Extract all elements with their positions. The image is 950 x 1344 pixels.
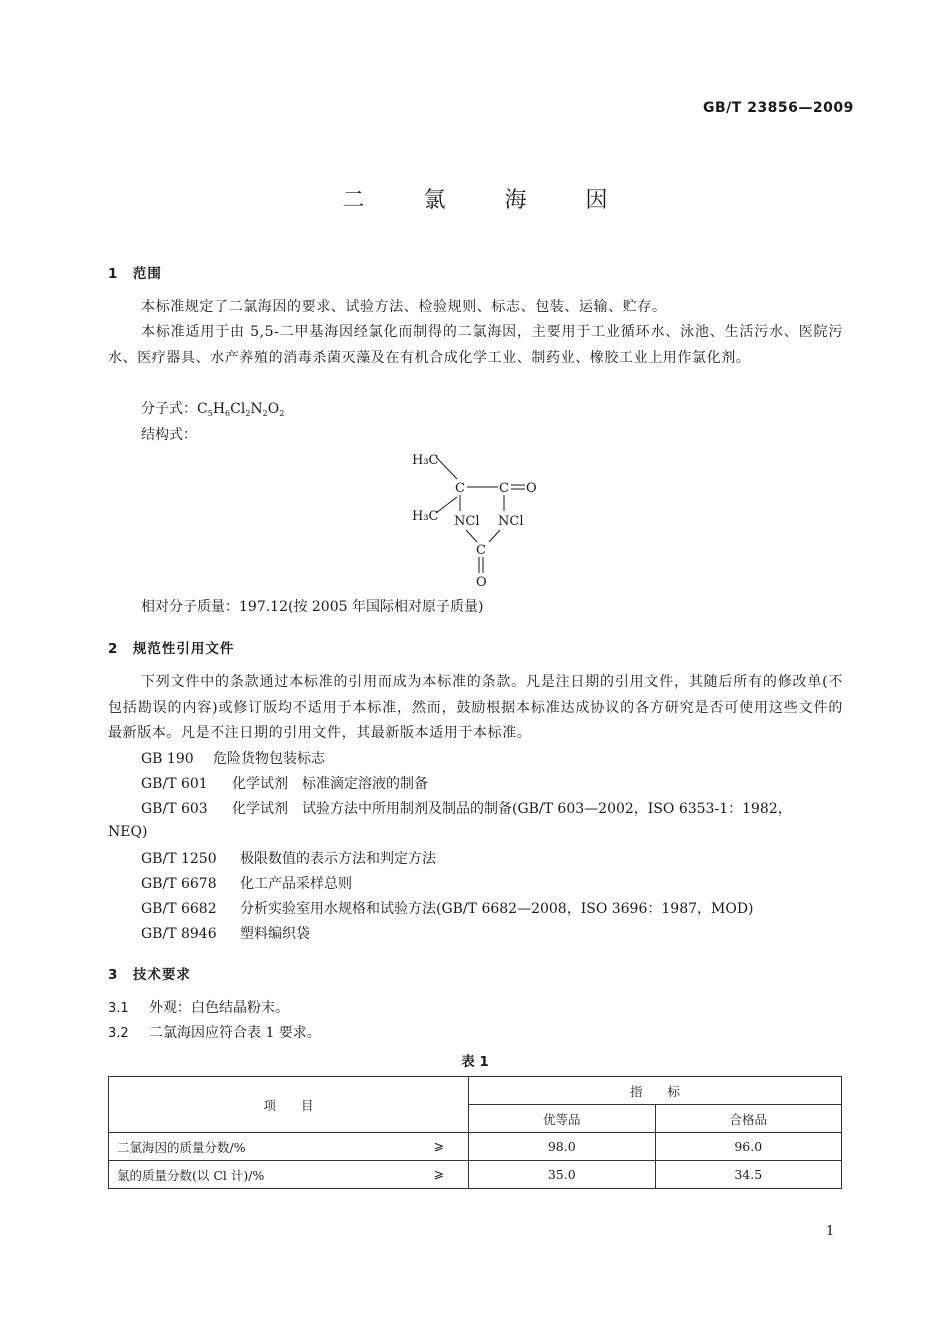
o-right-label: O [526,481,537,496]
clause-3-2-text: 二氯海因应符合表 1 要求。 [149,1025,321,1041]
reference-code: GB/T 6682 [141,901,217,917]
clause-3-2 [108,1021,321,1047]
standard-code: GB/T 23856—2009 [703,100,854,116]
reference-code: GB/T 6678 [141,876,217,892]
structure-label: 结构式： [141,427,197,443]
row-item [109,1161,469,1189]
reference-item [141,848,436,868]
clause-3-1-text: 外观：白色结晶粉末。 [149,1000,289,1016]
reference-item [141,773,428,793]
h3c-top-label: H₃C [412,453,439,468]
reference-code: GB 190 [141,751,194,767]
header-index: 指 标 [469,1077,842,1105]
reference-title: 化工产品采样总则 [240,876,352,892]
molecular-formula-value: $C_5H_6Cl_2N_2O_2$ [197,401,285,418]
section-2-para: 下列文件中的条款通过本标准的引用而成为本标准的条款。凡是注日期的引用文件，其随后所有的修改单(不包括勘误的内容)或修订版均不适用于本标准，然而，鼓励根据本标准达成协议的各方研究是否可使用这些文件的最新版本。凡是不注日期的引用文件，其最新版本适用于本标准。 [108,674,843,741]
reference-title: 塑料编织袋 [240,926,310,942]
spec-table [108,1076,842,1189]
row-superior-value: 35.0 [469,1161,656,1189]
reference-title: 极限数值的表示方法和判定方法 [240,851,436,867]
section-1-para-2: 本标准适用于由 5,5-二甲基海因经氯化而制得的二氯海因，主要用于工业循环水、泳池、生活污水、医院污水、医疗器具、水产养殖的消毒杀菌灭藻及在有机合成化学工业、制药业、橡胶工业上用作氯化剂。 [108,324,843,366]
c-bottom-label: C [476,543,486,558]
reference-code: GB/T 8946 [141,926,217,942]
reference-code: GB/T 603 [141,801,208,817]
section-3-heading: 3 技术要求 [108,967,191,983]
reference-title: 化学试剂 试验方法中所用制剂及制品的制备(GB/T 603—2002，ISO 6353-1：1982， [232,801,792,817]
row-operator: ⩾ [433,1137,444,1153]
bond-h3c-bottom [436,497,457,513]
table-caption: 表 1 [461,1054,489,1070]
row-item [109,1133,469,1161]
table-row [109,1161,842,1189]
clause-3-1 [108,996,289,1022]
page-number: 1 [826,1224,835,1239]
c-right-label: C [499,481,509,496]
row-item-label: 氯的质量分数(以 Cl 计)/% [117,1167,265,1183]
reference-item [141,748,325,768]
header-qualified: 合格品 [655,1105,842,1133]
h3c-bottom-label: H₃C [412,509,439,524]
reference-item [141,798,792,818]
structural-formula [400,445,560,595]
row-superior-value: 98.0 [469,1133,656,1161]
reference-code: GB/T 1250 [141,851,217,867]
section-1-heading: 1 范围 [108,266,162,282]
o-bottom-label: O [476,575,487,590]
reference-title: 分析实验室用水规格和试验方法(GB/T 6682—2008，ISO 3696：1987，MOD) [240,901,754,917]
section-2-heading: 2 规范性引用文件 [108,641,235,657]
reference-title: 危险货物包装标志 [213,751,325,767]
document-title: 二 氯 海 因 [342,188,634,213]
row-operator: ⩾ [433,1165,444,1181]
ncl-right-label: NCl [498,514,524,529]
bond-n-c-left [466,530,477,542]
header-item: 项 目 [109,1077,469,1133]
molecular-formula-label: 分子式： [141,401,197,417]
section-1-para-1: 本标准规定了二氯海因的要求、试验方法、检验规则、标志、包装、运输、贮存。 [141,299,667,315]
c-left-label: C [455,481,465,496]
clause-3-1-number: 3.1 [108,1001,129,1016]
table-row [109,1133,842,1161]
bond-h3c-top [436,457,457,479]
reference-item [141,898,754,918]
reference-continuation: NEQ) [108,824,148,840]
row-qualified-value: 34.5 [655,1161,842,1189]
reference-item [141,923,310,943]
row-item-label: 二氯海因的质量分数/% [117,1139,246,1155]
molecular-mass: 相对分子质量：197.12(按 2005 年国际相对原子质量) [141,599,484,615]
header-superior: 优等品 [469,1105,656,1133]
reference-code: GB/T 601 [141,776,208,792]
ncl-left-label: NCl [454,514,480,529]
reference-title: 化学试剂 标准滴定溶液的制备 [232,776,428,792]
row-qualified-value: 96.0 [655,1133,842,1161]
bond-n-c-right [489,530,500,542]
reference-item [141,873,352,893]
clause-3-2-number: 3.2 [108,1026,129,1041]
